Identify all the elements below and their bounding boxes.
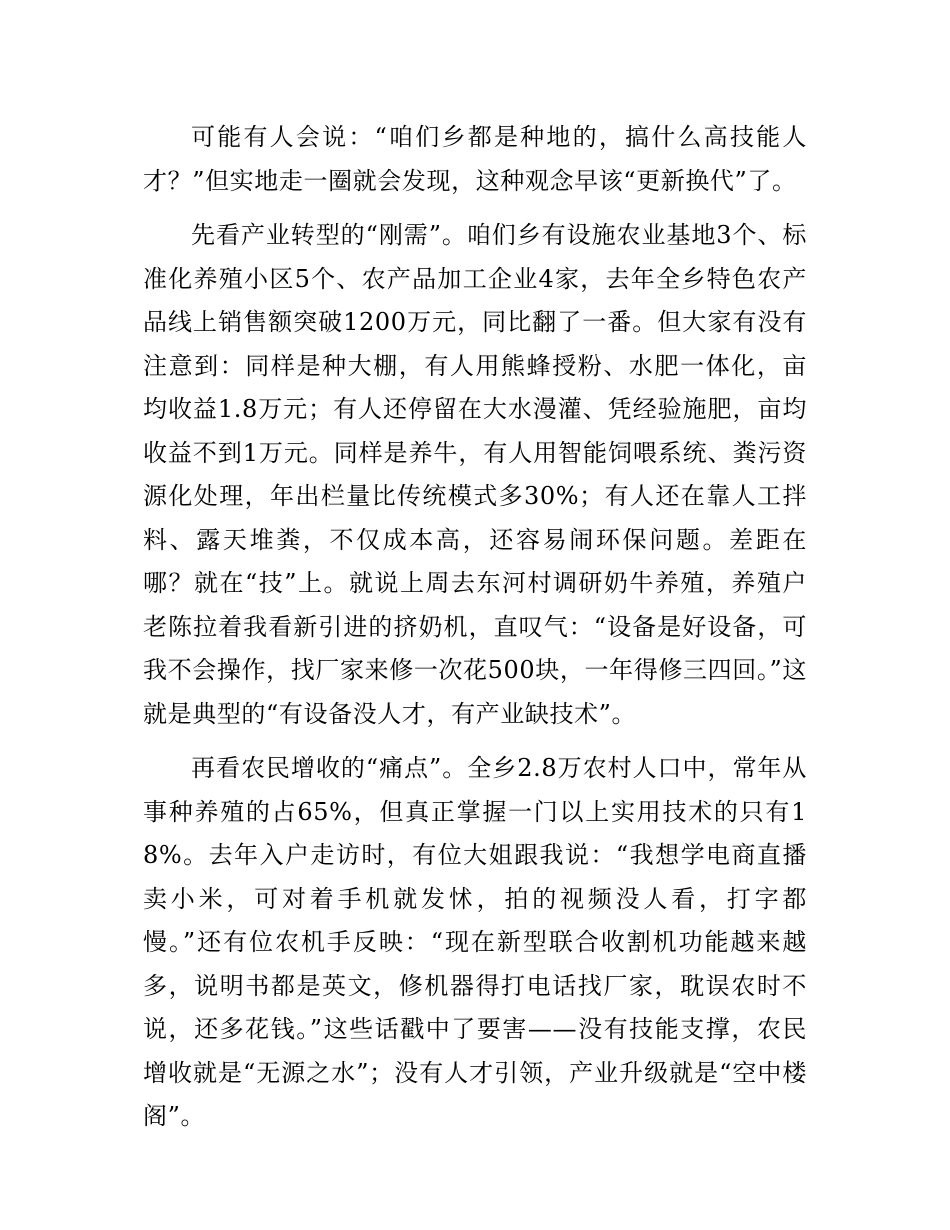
- paragraph-farmer-income: 再看农民增收的“痛点”。全乡2.8万农村人口中，常年从事种养殖的占65%，但真正掌握一门以上实用技术的只有18%。去年入户走访时，有位大姐跟我说：“我想学电商直播卖小米，可对着手机就发怵，拍的视频没人看，打字都慢。”还有位农机手反映：“现在新型联合收割机功能越来越多，说明书都是英文，修机器得打电话找厂家，耽误农时不说，还多花钱。”这些话戳中了要害——没有技能支撑，农民增收就是“无源之水”；没有人才引领，产业升级就是“空中楼阁”。: [143, 754, 807, 1130]
- paragraph-industry-transformation: 先看产业转型的“刚需”。咱们乡有设施农业基地3个、标准化养殖小区5个、农产品加工企业4家，去年全乡特色农产品线上销售额突破1200万元，同比翻了一番。但大家有没有注意到：同样是种大棚，有人用熊蜂授粉、水肥一体化，亩均收益1.8万元；有人还停留在大水漫灌、凭经验施肥，亩均收益不到1万元。同样是养牛，有人用智能饲喂系统、粪污资源化处理，年出栏量比传统模式多30%；有人还在靠人工拌料、露天堆粪，不仅成本高，还容易闹环保问题。差距在哪？就在“技”上。就说上周去东河村调研奶牛养殖，养殖户老陈拉着我看新引进的挤奶机，直叹气：“设备是好设备，可我不会操作，找厂家来修一次花500块，一年得修三四回。”这就是典型的“有设备没人才，有产业缺技术”。: [143, 221, 807, 728]
- paragraph-intro: 可能有人会说：“咱们乡都是种地的，搞什么高技能人才？”但实地走一圈就会发现，这种观念早该“更新换代”了。: [143, 123, 807, 195]
- document-body: [143, 116, 807, 1150]
